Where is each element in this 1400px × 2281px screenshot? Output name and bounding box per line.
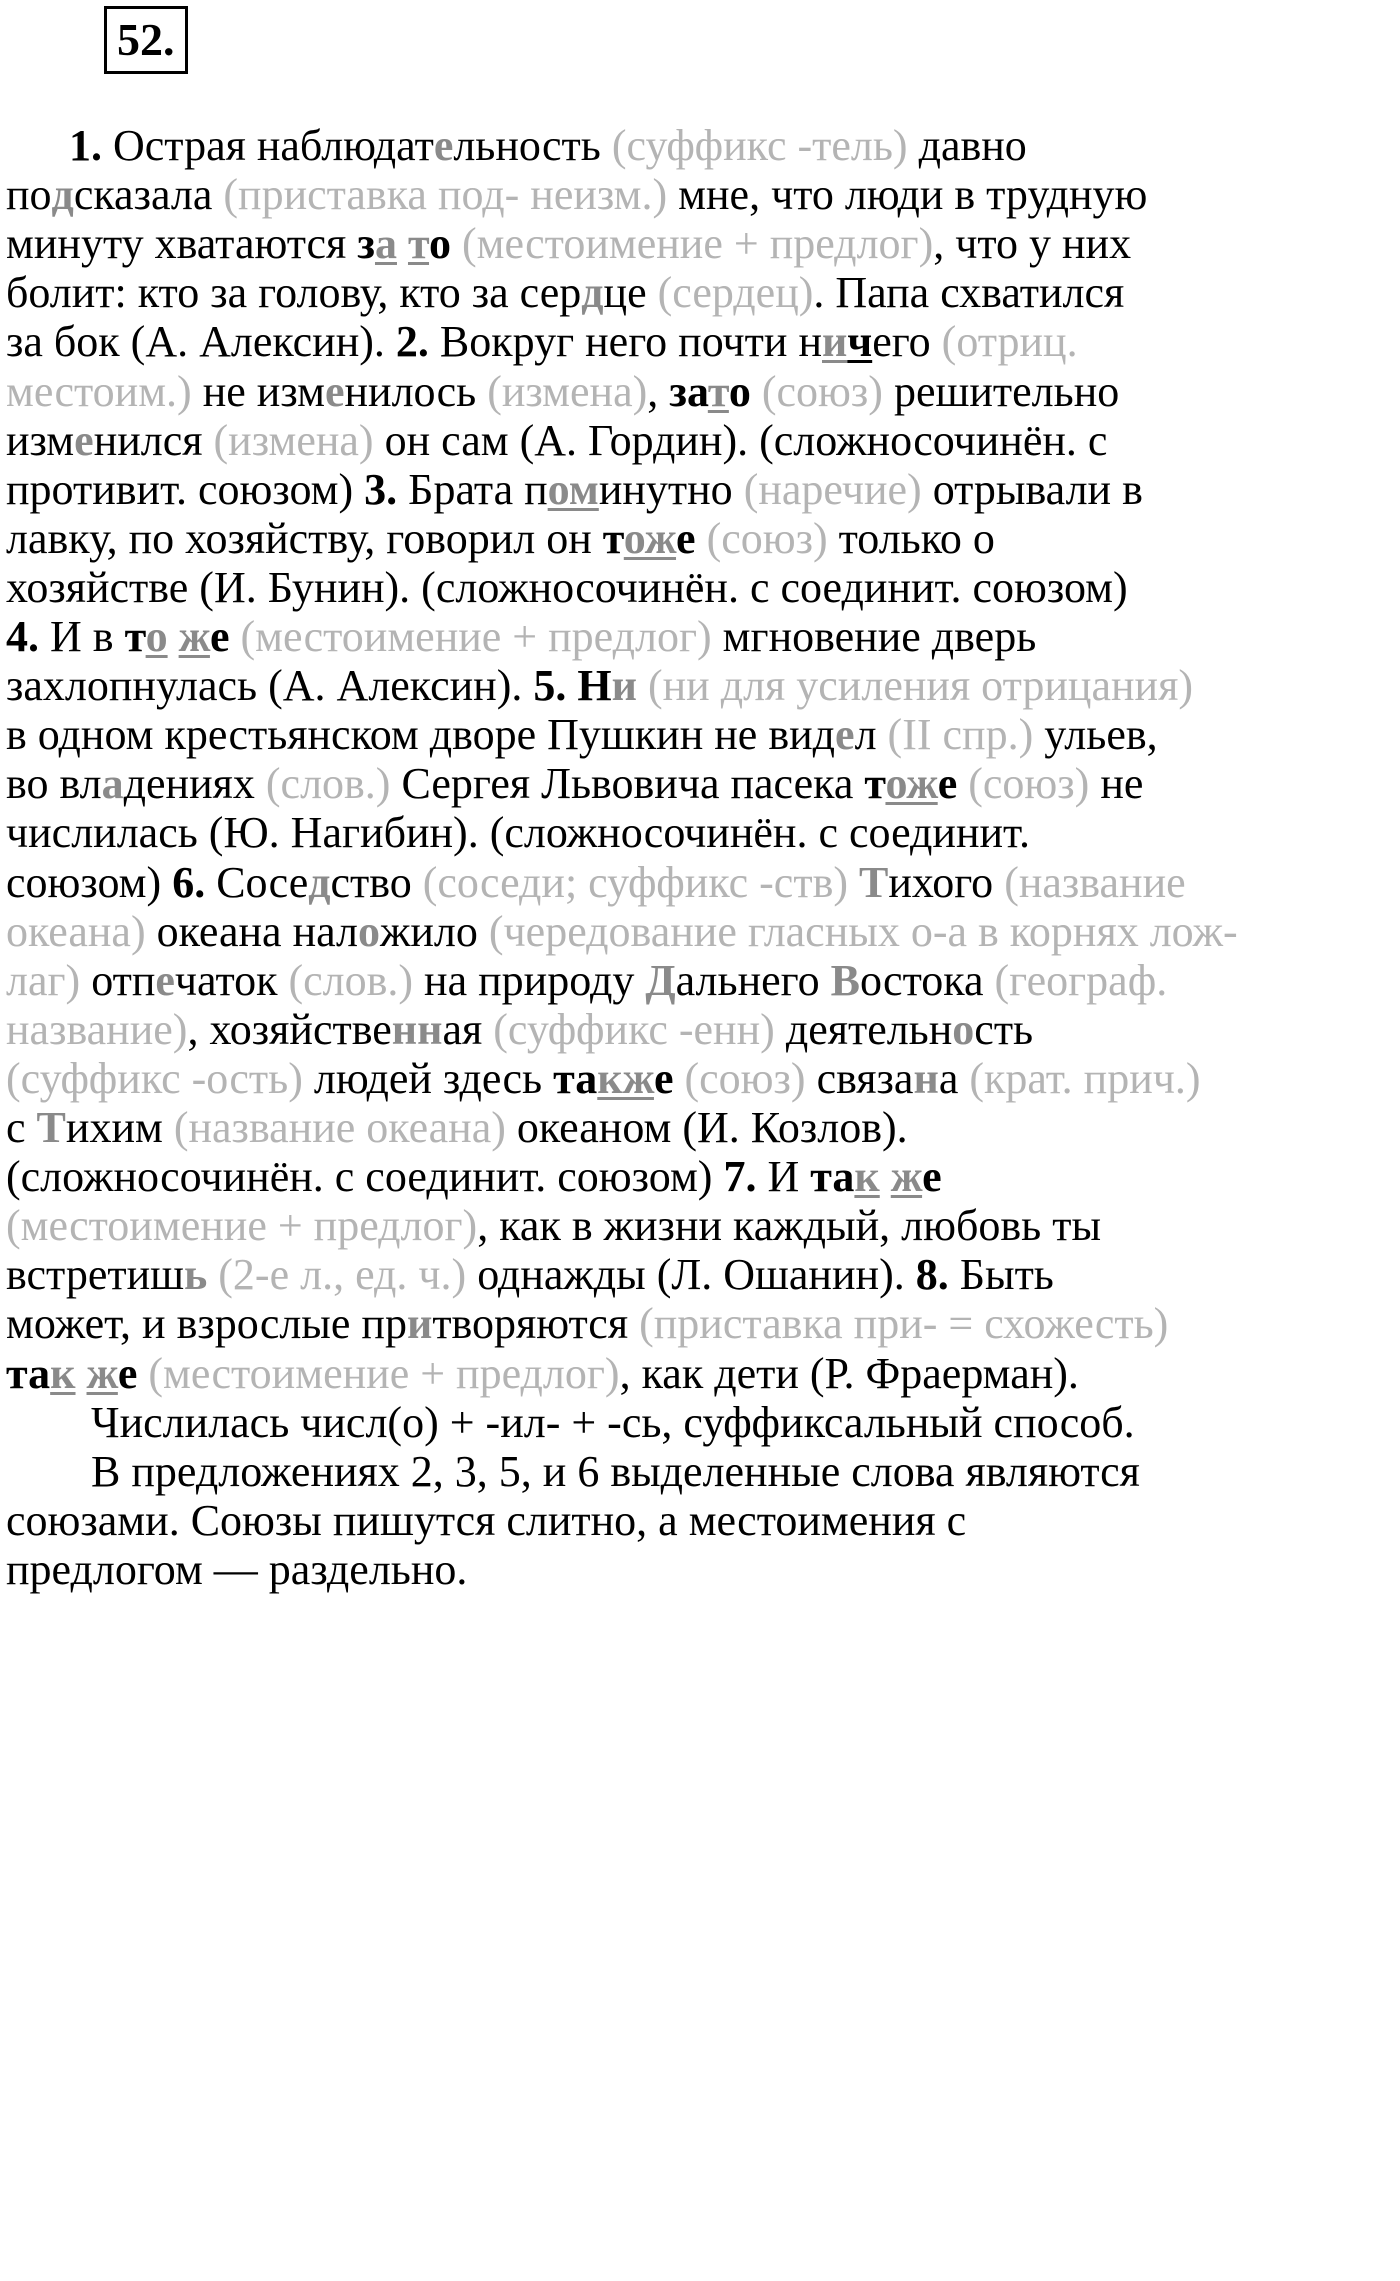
grammar-note: (отриц. [941, 317, 1078, 367]
text-segment: И [756, 1152, 811, 1202]
text-segment: , [647, 366, 670, 416]
spelling-highlight: и [611, 661, 637, 711]
grammar-note: (II спр.) [887, 710, 1034, 760]
grammar-note: (приставка при- = схожесть) [639, 1299, 1169, 1349]
text-segment: творяются [432, 1299, 640, 1349]
spelling-highlight: е [835, 710, 855, 760]
text-segment: с [6, 1103, 37, 1152]
grammar-note: (2-е л., ед. ч.) [218, 1250, 467, 1300]
text-segment: числилась (Ю. Нагибин). (сложносочинён. с соединит. [6, 808, 1030, 858]
text-segment [137, 1349, 148, 1398]
spelling-highlight: д [51, 170, 74, 220]
text-segment: . Папа схватился [813, 268, 1125, 318]
spelling-highlight: кж [597, 1053, 654, 1103]
bold-text: е [653, 1053, 674, 1103]
text-segment [751, 367, 762, 416]
text-segment: по [6, 170, 52, 220]
bold-text: 3. [364, 464, 398, 514]
text-line [6, 1540, 467, 1600]
bold-text: 8. [915, 1250, 949, 1300]
text-segment: во вл [6, 759, 102, 809]
text-segment: давно [907, 121, 1027, 170]
grammar-note: (суффикс -ость) [6, 1053, 303, 1103]
grammar-note: (местоимение + предлог) [462, 219, 934, 269]
spelling-highlight: ом [547, 464, 599, 514]
grammar-note: (суффикс -енн) [493, 1004, 775, 1054]
bold-text: 1. [69, 121, 102, 170]
grammar-note: (название океана) [173, 1103, 506, 1152]
text-segment: Брата п [397, 464, 548, 514]
text-segment: ихого [888, 857, 1005, 907]
text-segment [168, 612, 179, 661]
text-segment: он сам (А. Гордин). (сложносочинён. с [373, 415, 1108, 465]
bold-text: з [357, 219, 375, 269]
text-segment: а [938, 1053, 970, 1103]
text-segment: ая [442, 1004, 494, 1054]
bold-text: е [209, 612, 230, 661]
text-segment: только о [827, 513, 995, 563]
bold-text: т [124, 612, 146, 661]
bold-text: 6. [172, 857, 206, 907]
spelling-highlight: к [854, 1152, 880, 1202]
text-segment [58, 121, 69, 170]
spelling-highlight: д [581, 268, 604, 318]
text-segment: ство [330, 857, 423, 907]
spelling-highlight: е [74, 415, 94, 465]
text-segment: однажды (Л. Ошанин). [466, 1250, 916, 1300]
text-segment: лавку, по хозяйству, говорил он [6, 513, 603, 563]
grammar-note: океана) [6, 906, 146, 956]
text-segment: минуту хватаются [6, 219, 358, 269]
text-segment: , что у них [933, 219, 1132, 269]
spelling-highlight: и [822, 317, 848, 367]
grammar-note: местоим.) [6, 366, 192, 416]
spelling-highlight: е [155, 955, 175, 1005]
text-segment [397, 219, 408, 268]
text-segment: сказала [73, 170, 224, 220]
grammar-note: (ни для усиления отрицания) [647, 661, 1193, 711]
bold-text: 5. [533, 661, 567, 711]
grammar-note: (союз) [761, 366, 883, 416]
spelling-highlight: д [308, 857, 331, 907]
bold-text: о [429, 219, 452, 269]
spelling-highlight: т [407, 219, 430, 269]
text-segment: океаном (И. Козлов). [505, 1103, 908, 1152]
bold-text: т [602, 513, 624, 563]
bold-text: 2. [395, 317, 429, 367]
spelling-highlight: нн [391, 1004, 443, 1054]
bold-text: 7. [723, 1152, 757, 1202]
text-segment: может, и взрослые пр [6, 1299, 407, 1349]
text-segment: ульев, [1033, 710, 1158, 760]
spelling-highlight: к [50, 1348, 76, 1398]
text-segment: , хозяйстве [187, 1004, 392, 1054]
grammar-note: (измена) [213, 415, 374, 465]
spelling-highlight: и [406, 1299, 433, 1349]
text-segment: болит: кто за голову, кто за сер [6, 268, 582, 318]
grammar-note: (местоимение + предлог) [6, 1201, 478, 1251]
bold-text: е [117, 1348, 138, 1398]
spelling-highlight: ж [86, 1348, 118, 1398]
text-segment: не [1089, 759, 1144, 809]
spelling-highlight: о [357, 906, 380, 956]
text-segment: на природу [413, 955, 646, 1005]
text-segment: за бок (А. Алексин). [6, 317, 396, 367]
text-segment: Быть [948, 1250, 1054, 1300]
grammar-note: (союз) [706, 513, 828, 563]
text-segment: Сосе [205, 857, 309, 907]
text-segment: нился [93, 415, 214, 465]
bold-text: е [676, 513, 696, 563]
grammar-note: (союз) [968, 759, 1090, 809]
text-segment: В предложениях 2, 3, 5, и 6 выделенные слова являются [58, 1446, 1140, 1496]
text-segment: ихим [65, 1103, 174, 1152]
bold-text: Н [577, 661, 612, 711]
spelling-highlight: н [913, 1053, 939, 1103]
bold-text: т [864, 759, 886, 809]
bold-text: 4. [6, 612, 39, 661]
text-segment: изм [6, 415, 75, 465]
text-segment [76, 1349, 87, 1398]
grammar-note: название) [6, 1004, 188, 1054]
text-segment: инутно [598, 464, 744, 514]
grammar-note: (слов.) [265, 759, 391, 809]
spelling-highlight: ь [184, 1250, 208, 1300]
spelling-highlight: ж [178, 612, 210, 661]
text-segment: И в [39, 612, 125, 661]
text-segment: мне, что люди в трудную [667, 170, 1148, 220]
grammar-note: лаг) [6, 955, 81, 1005]
text-segment: жило [379, 906, 489, 956]
spelling-highlight: е [324, 366, 345, 416]
text-segment: Острая наблюдат [102, 121, 434, 170]
bold-text: ч [847, 317, 873, 367]
text-segment: противит. союзом) [6, 464, 365, 514]
grammar-note: (соседи; суффикс -ств) [422, 857, 848, 907]
text-segment: Числилась числ(о) + -ил- + -сь, суффиксальный способ. [58, 1397, 1135, 1447]
text-segment: союзом) [6, 857, 173, 907]
grammar-note: (приставка под- неизм.) [223, 170, 668, 220]
bold-text: о [728, 366, 751, 416]
text-segment: льность [453, 121, 612, 170]
bold-text: та [553, 1053, 598, 1103]
text-segment: , как дети (Р. Фраерман). [619, 1348, 1079, 1398]
text-segment: захлопнулась (А. Алексин). [6, 661, 534, 711]
text-segment: решительно [882, 366, 1120, 416]
text-segment [451, 219, 462, 268]
text-segment: встретиш [6, 1250, 184, 1300]
grammar-note: (крат. прич.) [969, 1053, 1201, 1103]
text-segment: чаток [174, 955, 289, 1005]
text-segment [880, 1152, 891, 1201]
text-segment: хозяйстве (И. Бунин). (сложносочинён. с соединит. союзом) [6, 562, 1128, 612]
text-segment: людей здесь [302, 1053, 554, 1103]
text-segment [848, 858, 859, 907]
spelling-highlight: Т [859, 857, 889, 907]
grammar-note: (измена) [487, 366, 648, 416]
text-segment [957, 759, 968, 808]
spelling-highlight: е [433, 121, 454, 170]
spelling-highlight: Д [645, 955, 676, 1005]
grammar-note: (слов.) [288, 955, 414, 1005]
text-segment: сть [974, 1004, 1034, 1054]
grammar-note: (союз) [684, 1053, 806, 1103]
exercise-number: 52. [104, 6, 188, 74]
text-segment: отп [80, 955, 156, 1005]
spelling-highlight: о [145, 612, 168, 661]
bold-text: е [937, 759, 958, 809]
text-segment: союзами. Союзы пишутся слитно, а местоимения с [6, 1495, 967, 1545]
text-segment: деятельн [774, 1004, 953, 1054]
spelling-highlight: Т [36, 1103, 66, 1152]
spelling-highlight: а [374, 219, 397, 269]
spelling-highlight: ож [623, 513, 677, 563]
text-segment [673, 1054, 684, 1103]
grammar-note: (местоимение + предлог) [240, 612, 712, 661]
grammar-note: (суффикс -тель) [611, 121, 908, 170]
grammar-note: (чередование гласных о-а в корнях лож- [488, 906, 1238, 956]
text-segment: отрывали в [921, 464, 1143, 514]
text-segment: , как в жизни каждый, любовь ты [477, 1201, 1102, 1251]
grammar-note: (сердец) [657, 268, 814, 318]
text-segment: Сергея Львовича пасека [390, 759, 865, 809]
text-segment: дениях [123, 759, 266, 809]
spelling-highlight: т [707, 366, 729, 416]
text-segment [566, 661, 577, 710]
text-segment: в одном крестьянском дворе Пушкин не вид [6, 710, 836, 760]
text-segment: нилось [344, 366, 488, 416]
grammar-note: (географ. [994, 955, 1168, 1005]
text-segment: Вокруг него почти н [428, 317, 822, 367]
text-segment: связа [805, 1053, 914, 1103]
text-segment: це [603, 268, 658, 318]
bold-text: та [810, 1152, 855, 1202]
spelling-highlight: В [830, 955, 860, 1005]
text-segment: не изм [191, 366, 325, 416]
text-segment: л [854, 710, 888, 760]
bold-text: за [669, 366, 708, 416]
grammar-note: (местоимение + предлог) [148, 1348, 620, 1398]
text-segment [229, 612, 240, 661]
bold-text: е [922, 1152, 942, 1202]
text-segment: (сложносочинён. с соединит. союзом) [6, 1152, 724, 1202]
text-segment: океана нал [145, 906, 358, 956]
bold-text: та [6, 1348, 51, 1398]
text-segment: альнего [675, 955, 831, 1005]
text-segment [207, 1250, 218, 1299]
text-segment: предлогом — раздельно. [6, 1544, 468, 1594]
spelling-highlight: а [101, 759, 124, 809]
grammar-note: (наречие) [743, 464, 922, 514]
grammar-note: (название [1004, 857, 1186, 907]
text-segment: мгновение дверь [711, 612, 1037, 661]
text-segment [696, 514, 707, 563]
text-segment: его [872, 317, 942, 367]
text-segment [637, 661, 648, 710]
spelling-highlight: ож [885, 759, 938, 809]
spelling-highlight: о [952, 1004, 975, 1054]
text-segment: остока [859, 955, 995, 1005]
spelling-highlight: ж [890, 1152, 923, 1202]
